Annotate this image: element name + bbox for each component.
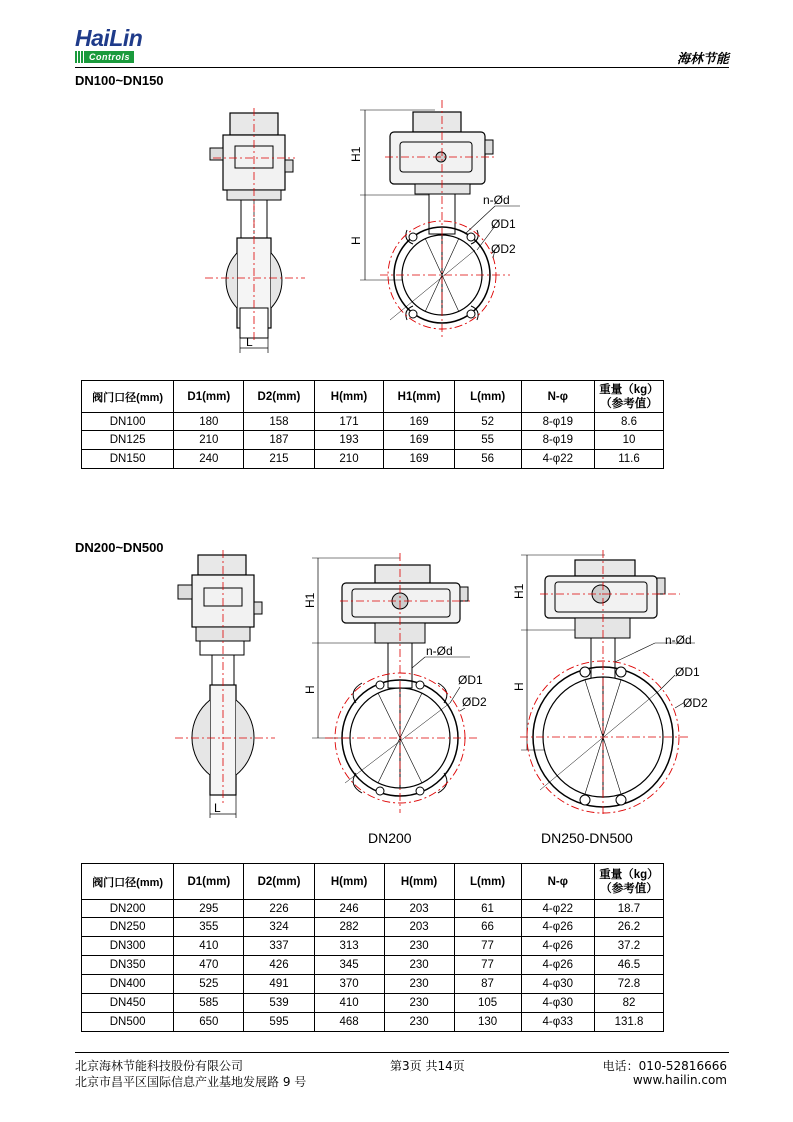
cell: 11.6 [594, 450, 663, 469]
cell: 230 [384, 1013, 454, 1032]
dim-label-h1: H1 [303, 592, 317, 608]
cell: 650 [174, 1013, 244, 1032]
cell: DN450 [82, 994, 174, 1013]
cell: 193 [314, 431, 384, 450]
dim-label-d2: ØD2 [491, 242, 516, 256]
dim-label-d1: ØD1 [458, 673, 483, 687]
cell: 525 [174, 975, 244, 994]
cell: 18.7 [594, 900, 663, 918]
cell: 61 [454, 900, 521, 918]
cell: DN350 [82, 956, 174, 975]
cell: 4-φ30 [521, 994, 594, 1013]
table-row [82, 900, 664, 918]
cell: 4-φ26 [521, 937, 594, 956]
dim-label-d1: ØD1 [491, 217, 516, 231]
cell: 56 [454, 450, 521, 469]
company-logo [75, 26, 170, 66]
dim-label-h1: H1 [349, 146, 363, 162]
cell: 26.2 [594, 918, 663, 937]
cell: 203 [384, 918, 454, 937]
header-weight-line1: 重量（kg） [599, 868, 659, 881]
dim-label-h: H [303, 685, 317, 694]
cell: 171 [314, 413, 384, 431]
footer-address: 北京市昌平区国际信息产业基地发展路 9 号 [75, 1075, 307, 1089]
dim-label-nd: n-Ød [665, 633, 692, 647]
cell: 169 [384, 413, 454, 431]
brand-name: 海林节能 [676, 52, 729, 67]
cell: 491 [244, 975, 314, 994]
cell: 324 [244, 918, 314, 937]
cell: 158 [244, 413, 314, 431]
cell: 426 [244, 956, 314, 975]
section2-spec-table [81, 863, 664, 1032]
logo-sub-text: Controls [85, 51, 134, 63]
cell: 37.2 [594, 937, 663, 956]
cell: 370 [314, 975, 384, 994]
cell: DN300 [82, 937, 174, 956]
cell: DN150 [82, 450, 174, 469]
cell: 130 [454, 1013, 521, 1032]
cell: DN500 [82, 1013, 174, 1032]
cell: 337 [244, 937, 314, 956]
logo-text: HaiLin [75, 25, 143, 51]
cell: 230 [384, 975, 454, 994]
table-row [82, 937, 664, 956]
cell: 226 [244, 900, 314, 918]
header-d1: D1(mm) [174, 864, 244, 900]
table-row [82, 956, 664, 975]
cell: 468 [314, 1013, 384, 1032]
section2-side-view-drawing [170, 550, 280, 820]
cell: 215 [244, 450, 314, 469]
dim-label-d2: ØD2 [462, 695, 487, 709]
cell: 230 [384, 937, 454, 956]
cell: 470 [174, 956, 244, 975]
header-bore: 阀门口径(mm) [82, 864, 174, 900]
footer-website: www.hailin.com [632, 1073, 727, 1087]
footer-company: 北京海林节能科技股份有限公司 [75, 1059, 244, 1073]
cell: 210 [174, 431, 244, 450]
table-row [82, 1013, 664, 1032]
cell: 180 [174, 413, 244, 431]
cell: 230 [384, 956, 454, 975]
cell: 66 [454, 918, 521, 937]
header-h1: H1(mm) [384, 381, 454, 413]
header-weight [594, 864, 663, 900]
cell: DN400 [82, 975, 174, 994]
cell: 8-φ19 [521, 413, 594, 431]
cell: 203 [384, 900, 454, 918]
dim-label-h: H [512, 682, 526, 691]
cell: DN200 [82, 900, 174, 918]
header-d2: D2(mm) [244, 864, 314, 900]
cell: 131.8 [594, 1013, 663, 1032]
cell: 77 [454, 937, 521, 956]
cell: 240 [174, 450, 244, 469]
cell: 230 [384, 994, 454, 1013]
cell: 282 [314, 918, 384, 937]
header-weight-line1: 重量（kg） [599, 383, 659, 396]
header-h: H(mm) [314, 864, 384, 900]
header-d1: D1(mm) [174, 381, 244, 413]
cell: 355 [174, 918, 244, 937]
cell: 169 [384, 450, 454, 469]
caption-dn250-dn500: DN250-DN500 [541, 830, 633, 846]
cell: 187 [244, 431, 314, 450]
header-n-phi: N-φ [521, 864, 594, 900]
table-row [82, 431, 664, 450]
cell: DN100 [82, 413, 174, 431]
header-weight-line2: （参考值） [600, 882, 658, 895]
cell: 410 [174, 937, 244, 956]
cell: 246 [314, 900, 384, 918]
section1-spec-table [81, 380, 664, 469]
caption-dn200: DN200 [368, 830, 412, 846]
dim-label-nd: n-Ød [426, 644, 453, 658]
cell: 4-φ33 [521, 1013, 594, 1032]
cell: 72.8 [594, 975, 663, 994]
header-l: L(mm) [454, 864, 521, 900]
cell: 595 [244, 1013, 314, 1032]
cell: 295 [174, 900, 244, 918]
cell: 210 [314, 450, 384, 469]
table-row [82, 975, 664, 994]
cell: 539 [244, 994, 314, 1013]
header-l: L(mm) [454, 381, 521, 413]
cell: 46.5 [594, 956, 663, 975]
dim-label-d1: ØD1 [675, 665, 700, 679]
dn200-front-view-drawing [300, 553, 500, 818]
logo-stripes [75, 51, 85, 63]
cell: DN125 [82, 431, 174, 450]
cell: 410 [314, 994, 384, 1013]
footer-page-number: 第3页 共14页 [390, 1059, 465, 1073]
logo-bar [75, 51, 170, 63]
cell: 87 [454, 975, 521, 994]
header-d2: D2(mm) [244, 381, 314, 413]
dn250-dn500-front-view-drawing [512, 550, 725, 815]
dim-label-nd: n-Ød [483, 193, 510, 207]
cell: 585 [174, 994, 244, 1013]
header-h1: H(mm) [384, 864, 454, 900]
cell: 77 [454, 956, 521, 975]
cell: 10 [594, 431, 663, 450]
header-bore: 阀门口径(mm) [82, 381, 174, 413]
section1-front-view-drawing [345, 100, 535, 350]
cell: 8.6 [594, 413, 663, 431]
cell: 4-φ22 [521, 900, 594, 918]
cell: 169 [384, 431, 454, 450]
dim-label-l: L [214, 801, 221, 815]
cell: DN250 [82, 918, 174, 937]
dim-label-h1: H1 [512, 583, 526, 599]
header-weight [594, 381, 663, 413]
dim-label-h: H [349, 236, 363, 245]
cell: 8-φ19 [521, 431, 594, 450]
section1-title: DN100~DN150 [75, 73, 164, 88]
cell: 345 [314, 956, 384, 975]
footer-phone: 电话：010-52816666 [602, 1059, 727, 1073]
section1-side-view-drawing [195, 108, 305, 358]
dim-label-d2: ØD2 [683, 696, 708, 710]
header-h: H(mm) [314, 381, 384, 413]
footer-divider [75, 1052, 729, 1053]
header-n-phi: N-φ [521, 381, 594, 413]
dim-label-l: L [246, 335, 253, 349]
table-row [82, 994, 664, 1013]
cell: 55 [454, 431, 521, 450]
cell: 82 [594, 994, 663, 1013]
cell: 52 [454, 413, 521, 431]
cell: 4-φ30 [521, 975, 594, 994]
table-row [82, 450, 664, 469]
cell: 313 [314, 937, 384, 956]
section2-title: DN200~DN500 [75, 540, 164, 555]
cell: 4-φ26 [521, 918, 594, 937]
cell: 4-φ26 [521, 956, 594, 975]
header-weight-line2: （参考值） [600, 397, 658, 410]
cell: 4-φ22 [521, 450, 594, 469]
header-divider [75, 67, 729, 68]
table-row [82, 918, 664, 937]
table-row [82, 413, 664, 431]
cell: 105 [454, 994, 521, 1013]
